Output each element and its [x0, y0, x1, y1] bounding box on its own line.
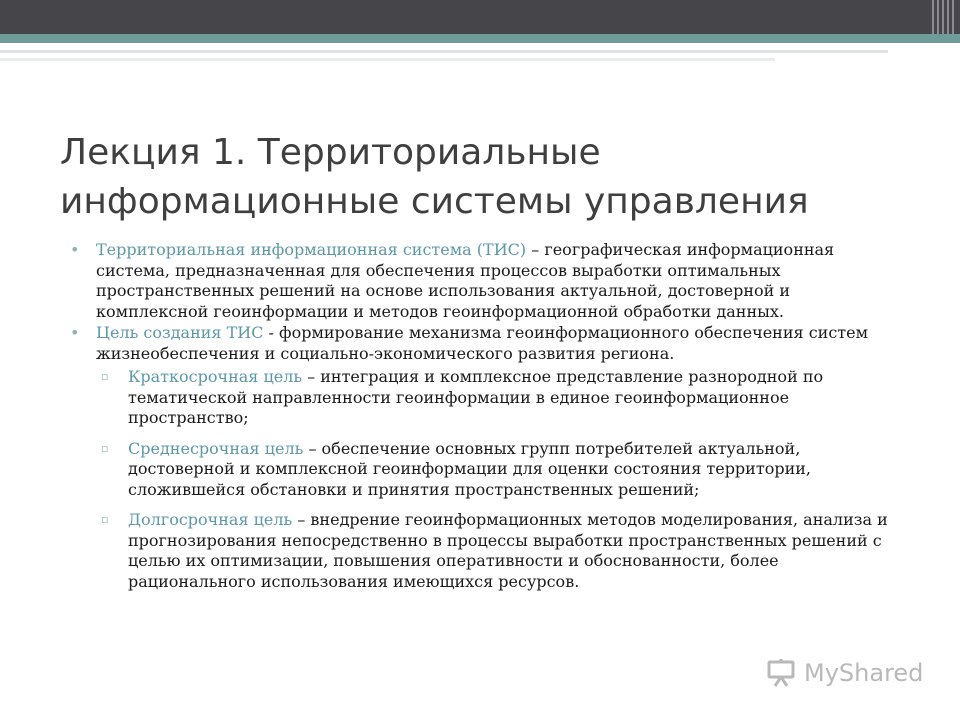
subbullet-short-term: [66, 367, 906, 429]
bullet-term: Цель создания ТИС: [96, 323, 264, 342]
presentation-board-icon: [766, 658, 796, 688]
subbullet-text: – внедрение геоинформационных методов моделирования, анализа и прогнозирования непосредственно в процессы выработки пространственных решений с целью их оптимизации, повышения оперативности и обоснованности, более рационального использования имеющихся ресурсов.: [128, 510, 888, 591]
top-bar-stripes: [932, 0, 954, 34]
bullet-definition: [66, 240, 906, 322]
subbullet-text: – интеграция и комплексное представление разнородной по тематической направленности геоинформации в единое геоинформационное пространство;: [128, 367, 824, 427]
divider-line: [0, 50, 888, 53]
accent-bar: [0, 34, 960, 43]
subbullet-term: Краткосрочная цель: [128, 367, 303, 386]
subbullet-term: Долгосрочная цель: [128, 510, 293, 529]
top-bar: [0, 0, 960, 34]
subbullet-mid-term: [66, 439, 906, 501]
watermark: [766, 656, 926, 690]
watermark-text: MyShared: [804, 659, 924, 687]
bullet-marker: •: [70, 240, 80, 259]
subbullet-text: – обеспечение основных групп потребителей актуальной, достоверной и комплексной геоинформации для оценки состояния территории, сложившейся обстановки и принятия пространственных решений;: [128, 438, 811, 499]
title-line-2: информационные системы управления: [60, 181, 809, 222]
bullet-term: Территориальная информационная система (ТИС): [96, 240, 527, 259]
subbullet-marker: ▫: [101, 441, 109, 455]
bullet-goal: [66, 323, 906, 364]
subbullet-marker: ▫: [101, 513, 109, 526]
subbullet-term: Среднесрочная цель: [128, 438, 304, 458]
bullet-text: - формирование механизма геоинформационного обеспечения систем жизнеобеспечения и социально-экономического развития региона.: [96, 323, 869, 363]
subbullet-long-term: [66, 510, 906, 592]
bullet-marker: •: [70, 323, 80, 342]
subbullet-list: [66, 367, 906, 592]
slide-content: [66, 240, 906, 602]
title-line-1: Лекция 1. Территориальные: [60, 132, 601, 173]
bullet-text: – географическая информационная система, предназначенная для обеспечения процессов выработки оптимальных пространственных решений на основе использования актуальной, достоверной и комплексной геоинформации и методов геоинформационной обработки данных.: [96, 240, 835, 321]
divider-line: [0, 58, 775, 61]
subbullet-marker: ▫: [101, 370, 109, 383]
slide-title: [60, 128, 920, 226]
